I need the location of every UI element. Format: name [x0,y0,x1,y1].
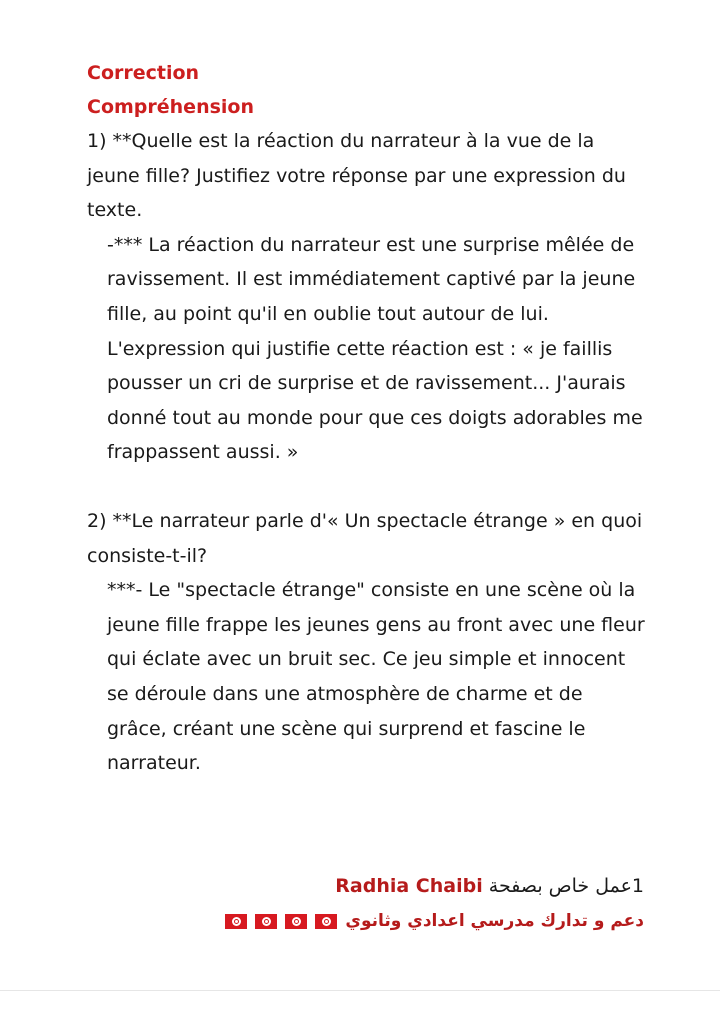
arabic-prefix: عمل خاص بصفحة [488,875,632,897]
spacer [87,470,647,504]
document-body [87,56,647,781]
footer-number: 1 [631,875,644,897]
tunisia-flag-icon [225,914,247,929]
answer-2: ***- Le "spectacle étrange" consiste en une scène où la jeune fille frappe les jeunes gens au front avec une fleur qui éclate avec un bruit sec. Ce jeu simple et innocent se déroule dans une atmosphère de charme et de grâce, créant une scène qui surprend et fascine le narrateur. [107,579,645,775]
tunisia-flag-icon [255,914,277,929]
question-2: 2) **Le narrateur parle d'« Un spectacle étrange » en quoi consiste-t-il? [87,509,643,567]
question-1: 1) **Quelle est la réaction du narrateur à la vue de la jeune fille? Justifiez votre réponse par une expression du texte. [87,130,626,222]
answer-1: -*** La réaction du narrateur est une surprise mêlée de ravissement. Il est immédiatement captivé par la jeune fille, au point qu'il en oublie tout autour de lui. L'expression qui justifie cette réaction est : « je faillis pousser un cri de surprise et de ravissement... J'aurais donné tout au monde pour que ces doigts adorables me frappassent aussi. » [107,233,643,464]
author-name: Radhia Chaibi [335,875,483,897]
flags-group [225,914,307,929]
tunisia-flag-icon [285,914,307,929]
tunisia-flag-icon [315,914,337,929]
footer-line-support [225,906,644,936]
bottom-divider [0,990,720,991]
footer-credit [225,870,644,936]
comprehension-title: Compréhension [87,96,254,118]
correction-title: Correction [87,62,200,84]
arabic-credit [489,875,644,897]
footer-line-author [225,870,644,902]
support-text: دعم و تدارك مدرسي اعدادي وثانوي [345,911,644,931]
